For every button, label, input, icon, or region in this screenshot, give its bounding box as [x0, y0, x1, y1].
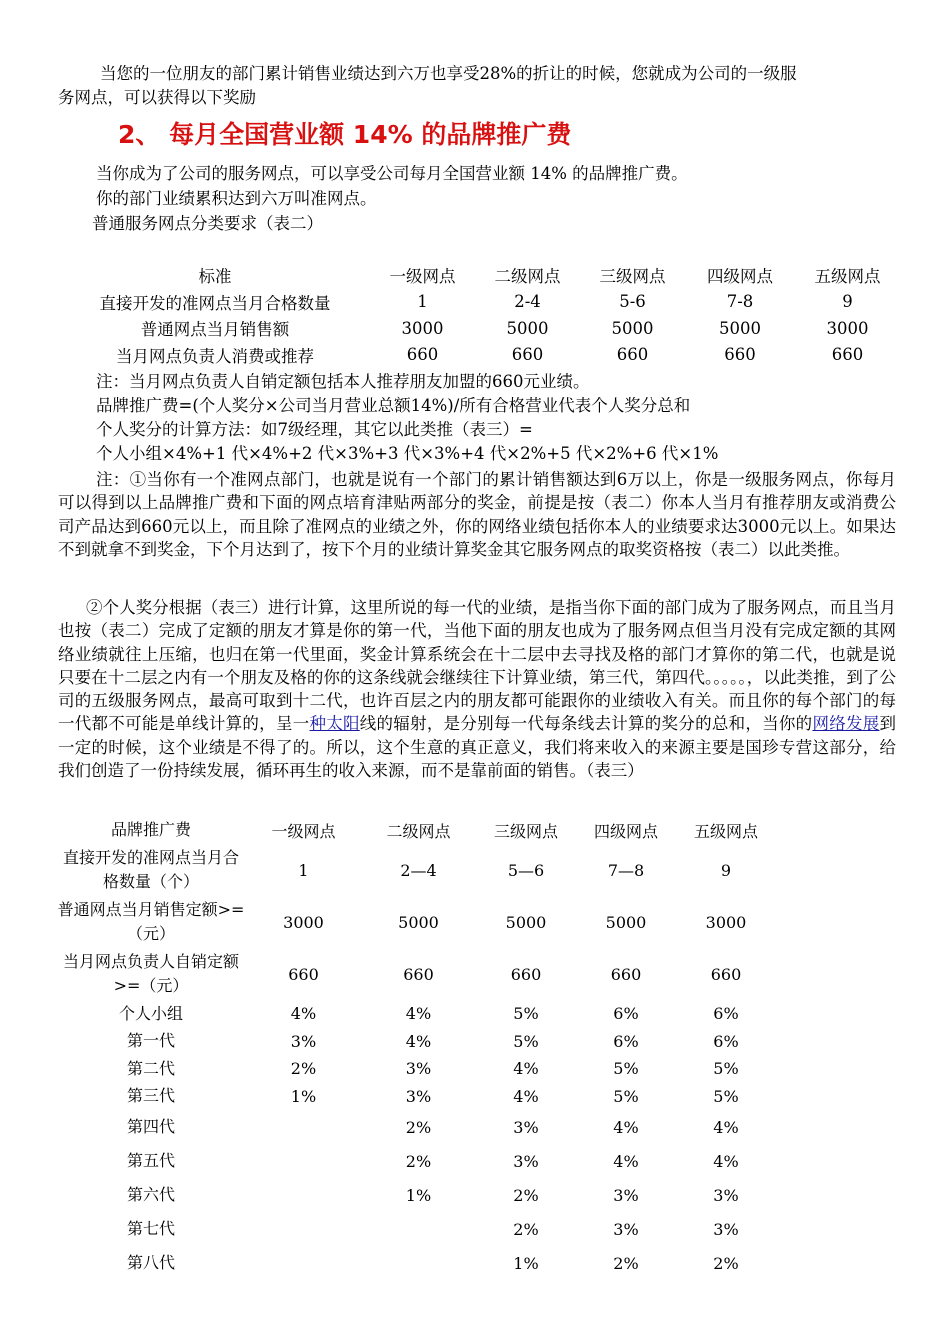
table3-cell [361, 1246, 476, 1280]
table2-cell: 普通网点当月销售额 [140, 320, 290, 340]
table3-cell: 6% [613, 1004, 639, 1024]
table3-cell: 5% [613, 1059, 639, 1079]
table3-header-cell: 五级网点 [693, 821, 758, 841]
table3-row [56, 1000, 776, 1028]
table2-cell: 5-6 [619, 292, 646, 312]
note-1: 注：当月网点负责人自销定额包括本人推荐朋友加盟的660元业绩。 [96, 372, 590, 391]
section-paragraph-2: 你的部门业绩累积达到六万叫准网点。 [96, 189, 377, 208]
table3-cell [246, 1246, 361, 1280]
table3-cell: 5% [513, 1004, 539, 1024]
note-calculation-method: 个人奖分的计算方法：如7级经理，其它以此类推（表三）= [96, 420, 533, 439]
table3-row [56, 1178, 776, 1212]
table3-cell: 5—6 [507, 860, 545, 880]
table3-cell: 3% [613, 1219, 639, 1239]
table3-cell: 1% [405, 1185, 432, 1205]
table3-cell: 660 [610, 964, 642, 984]
table2-cell: 660 [831, 345, 864, 365]
table2-cell: 5000 [719, 318, 761, 338]
table3-row-label: 第七代 [126, 1219, 175, 1238]
table3-cell: 2% [613, 1253, 639, 1273]
table3-cell: 6% [713, 1004, 739, 1024]
table3-cell: 3% [713, 1185, 739, 1205]
table3-cell: 2% [290, 1059, 317, 1079]
paragraph-2-text-a: ②个人奖分根据（表三）进行计算，这里所说的每一代的业绩，是指当你下面的部门成为了服务网点，而且当月也按（表二）完成了定额的朋友才算是你的第一代，当他下面的朋友也成为了服务网点但当月没有完成定额的其网络业绩就往上压缩，也归在第一代里面，奖金计算系统会在十二层中去寻找及格的部门才算你的第二代，也就是说只要在十二层之内有一个朋友及格的你的这条线就会继续往下计算业绩，第三代，第四代。。。。。，以此类推，到了公司的五级服务网点，最高可取到十二代，也许百层之内的朋友都可能跟你的业绩收入有关。而且你的每个部门的每一代都不可能是单线计算的，呈一 [58, 598, 896, 734]
table3-cell: 9 [720, 860, 732, 880]
link-zhong-taiyang[interactable]: 种太阳 [309, 714, 360, 734]
table3-cell: 1 [298, 860, 309, 880]
table3-cell: 3% [513, 1151, 539, 1171]
table3-row-label: 第五代 [126, 1151, 175, 1170]
table3-cell: 3% [290, 1031, 317, 1051]
table3-cell: 6% [713, 1031, 739, 1051]
explanation-paragraph-2 [58, 596, 896, 782]
table2-cell: 5000 [611, 318, 654, 338]
table2-cell: 660 [406, 345, 439, 365]
table3-cell: 2% [513, 1219, 539, 1239]
table2-cell: 当月网点负责人消费或推荐 [116, 346, 314, 366]
table2-header-cell: 五级网点 [814, 267, 881, 287]
table3-row [56, 1110, 776, 1144]
table3-row [56, 1028, 776, 1056]
table3-row [56, 844, 776, 896]
table3-cell: 4% [613, 1117, 639, 1137]
section-paragraph-1: 当你成为了公司的服务网点，可以享受公司每月全国营业额 14% 的品牌推广费。 [96, 164, 688, 183]
table3-header-cell: 一级网点 [271, 821, 336, 841]
table3-row [56, 1144, 776, 1178]
paragraph-2-text-b: 线的辐射，是分别每一代每条线去计算的奖分的总和，当你的 [359, 714, 813, 734]
table3-cell [246, 1144, 361, 1178]
table2-header-cell: 二级网点 [494, 267, 561, 287]
intro-line-1: 当您的一位朋友的部门累计销售业绩达到六万也享受28%的折让的时候，您就成为公司的一级服 [100, 64, 797, 83]
table3-cell: 3% [405, 1086, 432, 1106]
table3-cell [246, 1110, 361, 1144]
intro-line-2: 务网点，可以获得以下奖励 [58, 88, 256, 107]
link-network-development[interactable]: 网络发展 [812, 714, 880, 734]
table3-cell: 2% [405, 1151, 432, 1171]
table3-row-label: 个人小组 [118, 1003, 183, 1023]
table3-cell: 4% [290, 1004, 317, 1024]
note-calculation-formula: 个人小组×4%+1 代×4%+2 代×3%+3 代×3%+4 代×2%+5 代×2%+6 代×1% [96, 444, 719, 463]
paragraph-2-text-c: 到一定的时候，这个业绩是不得了的。所以，这个生意的真正意义，我们将来收入的来源主要是国珍专营这部分，给我们创造了一份持续发展，循环再生的收入来源，而不是靠前面的销售。（表三） [58, 714, 897, 781]
table3-cell: 6% [613, 1031, 639, 1051]
table3-cell: 3% [405, 1059, 432, 1079]
explanation-paragraph-1: 注：①当你有一个准网点部门，也就是说有一个部门的累计销售额达到6万以上，你是一级服务网点，你每月可以得到以上品牌推广费和下面的网点培育津贴两部分的奖金，前提是按（表二）你本人当月有推荐朋友或消费公司产品达到660元以上，而且除了准网点的业绩之外，你的网络业绩包括你本人的业绩要求达3000元以上。如果达不到就拿不到奖金，下个月达到了，按下个月的业绩计算奖金其它服务网点的取奖资格按（表二）以此类推。 [58, 470, 896, 559]
table3-header-cell: 三级网点 [493, 821, 558, 841]
table3-row-label: 第六代 [126, 1185, 175, 1204]
table3-header-cell: 品牌推广费 [110, 820, 191, 839]
table2-cell: 9 [842, 292, 853, 312]
table3-cell: 5000 [505, 912, 547, 932]
table2-header-row [60, 262, 900, 289]
table2-row [60, 315, 900, 342]
table2-cell: 660 [511, 345, 544, 365]
table3-header-cell: 四级网点 [593, 821, 658, 841]
table3-row [56, 896, 776, 948]
section-heading: 2、 每月全国营业额 14% 的品牌推广费 [118, 120, 572, 149]
table2-header-cell: 三级网点 [599, 267, 666, 287]
table3-row-label: 当月网点负责人自销定额>=（元） [62, 952, 239, 995]
table2-cell: 3000 [401, 318, 444, 338]
table3-cell: 4% [613, 1151, 639, 1171]
table3-cell: 660 [403, 964, 434, 984]
table3-cell: 3% [513, 1117, 539, 1137]
table3-cell: 4% [713, 1151, 739, 1171]
table3-row-label: 第一代 [126, 1031, 175, 1051]
table3-cell: 5% [713, 1059, 739, 1079]
table3-cell: 4% [713, 1117, 739, 1137]
table3-row-label: 第三代 [126, 1086, 175, 1106]
table3-row [56, 1246, 776, 1280]
table3-row-label: 普通网点当月销售定额>=（元） [57, 900, 245, 943]
table2-header-cell: 标准 [198, 267, 232, 287]
table3-cell: 660 [510, 964, 542, 984]
table2-header-cell: 四级网点 [707, 267, 773, 287]
table3-cell: 3% [613, 1185, 639, 1205]
table3-cell: 1% [513, 1253, 539, 1273]
table3-cell [246, 1178, 361, 1212]
table3-row-label: 第四代 [126, 1117, 175, 1136]
table3-row [56, 1083, 776, 1111]
table2-cell: 3000 [826, 318, 869, 338]
table2-caption: 普通服务网点分类要求（表二） [92, 214, 323, 233]
table2-cell: 7-8 [726, 292, 754, 312]
table3-row [56, 1055, 776, 1083]
table3-cell: 5% [513, 1031, 539, 1051]
table3-cell: 5000 [605, 912, 647, 932]
table3-row-label: 第八代 [126, 1253, 175, 1272]
table2-row [60, 289, 900, 316]
table3-header-row [56, 816, 776, 844]
table3-cell: 660 [288, 964, 319, 984]
table2-cell: 660 [616, 345, 649, 365]
table3-cell [361, 1212, 476, 1246]
note-formula: 品牌推广费=(个人奖分×公司当月营业总额14%)/所有合格营业代表个人奖分总和 [96, 396, 691, 415]
table2-cell: 5000 [506, 318, 549, 338]
table3-cell: 5% [613, 1086, 639, 1106]
table2-cell: 2-4 [514, 292, 541, 312]
table3-cell: 4% [513, 1086, 539, 1106]
table-2 [60, 262, 900, 368]
table3-cell: 2—4 [400, 860, 437, 880]
table3-cell: 4% [513, 1059, 539, 1079]
table3-cell: 3000 [705, 912, 747, 932]
table2-header-cell: 一级网点 [389, 267, 456, 287]
table3-cell: 4% [405, 1004, 432, 1024]
table3-row-label: 第二代 [126, 1058, 175, 1078]
table3-cell: 2% [513, 1185, 539, 1205]
table3-cell: 2% [713, 1253, 739, 1273]
table3-cell: 3% [713, 1219, 739, 1239]
table3-cell: 5000 [398, 912, 439, 932]
table3-row [56, 1212, 776, 1246]
table2-row [60, 342, 900, 369]
table3-cell [246, 1212, 361, 1246]
table2-cell: 1 [417, 292, 428, 312]
table3-row-label: 直接开发的准网点当月合格数量（个） [62, 848, 239, 891]
table3-cell: 1% [290, 1086, 317, 1106]
table-3 [56, 816, 776, 1280]
table3-cell: 3000 [283, 912, 324, 932]
table3-cell: 7—8 [607, 860, 645, 880]
table3-header-cell: 二级网点 [386, 821, 451, 841]
table2-cell: 660 [724, 345, 756, 365]
table3-cell: 5% [713, 1086, 739, 1106]
table3-row [56, 948, 776, 1000]
table3-cell: 660 [710, 964, 742, 984]
table3-cell: 4% [405, 1031, 432, 1051]
table2-cell: 直接开发的准网点当月合格数量 [99, 293, 331, 313]
table3-cell: 2% [405, 1117, 432, 1137]
